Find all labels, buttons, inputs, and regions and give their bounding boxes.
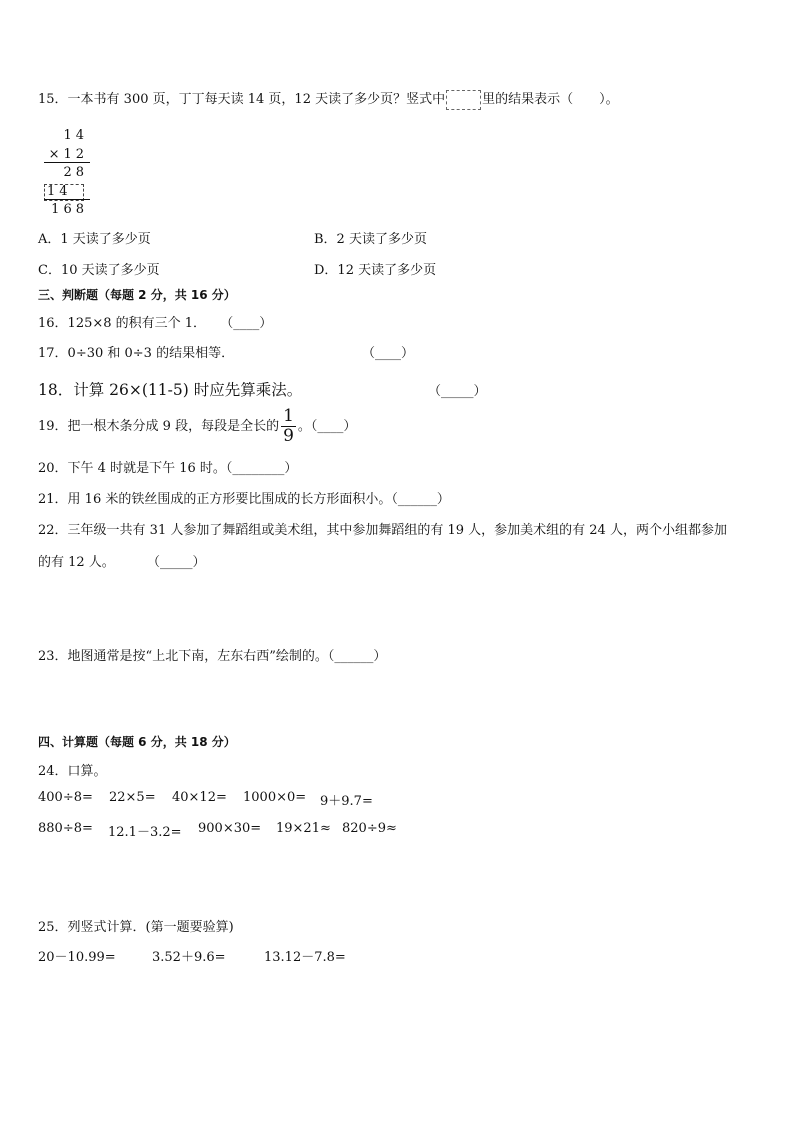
question-20: 20．下午 4 时就是下午 16 时。（________） [38,461,298,476]
q24-row-2-item-2: 12.1－3.2= [108,825,182,840]
q24-row-1-item-5: 9＋9.7= [320,794,373,809]
question-25-title: 25．列竖式计算．(第一题要验算) [38,920,234,935]
section-4-title: 四、计算题（每题 6 分，共 18 分） [38,735,236,749]
question-22-line-2 [38,551,205,570]
q24-row-2-item-4: 19×21≈ [276,821,331,836]
vertical-top: 14 [63,128,88,143]
fraction-denominator: 9 [283,426,294,446]
q24-row-2-item-5: 820÷9≈ [342,821,397,836]
q24-row-2-item-3: 900×30= [198,821,262,836]
vertical-dashed-box [44,184,84,201]
section-3-title: 三、判断题（每题 2 分，共 16 分） [38,288,236,302]
q25-item-1: 20－10.99= [38,950,116,965]
vertical-multiplication [42,127,94,220]
question-24-title: 24．口算。 [38,764,107,779]
question-15 [38,88,619,110]
vertical-multiplier: ×12 [48,146,88,162]
dashed-answer-box [446,90,481,110]
vertical-rule-2 [44,199,90,200]
vertical-rule-1 [44,162,90,163]
q24-row-1-item-1: 400÷8= [38,790,93,805]
q16-blank[interactable]: （____） [220,316,273,331]
option-d[interactable]: D．12 天读了多少页 [314,263,437,278]
fraction-numerator: 1 [283,406,294,426]
q22-line-2-text: 的有 12 人。 [38,555,115,570]
question-18-text: 18．计算 26×(11-5) 时应先算乘法。 [38,381,303,399]
question-23: 23．地图通常是按“上北下南，左东右西”绘制的。（______） [38,649,387,664]
q22-blank[interactable]: （_____） [146,555,206,570]
option-c[interactable]: C．10 天读了多少页 [38,263,160,278]
q25-item-3: 13.12－7.8= [264,950,346,965]
q24-row-1-item-2: 22×5= [109,790,156,805]
vertical-partial-2: 14 [47,183,72,199]
vertical-result: 168 [51,202,88,217]
vertical-partial-1: 28 [63,165,88,180]
question-17-text: 17．0÷30 和 0÷3 的结果相等． [38,346,235,361]
question-21: 21．用 16 米的铁丝围成的正方形要比围成的长方形面积小。（______） [38,492,450,507]
q24-row-2-item-1: 880÷8= [38,821,93,836]
q15-text-before: 15．一本书有 300 页，丁丁每天读 14 页，12 天读了多少页？竖式中 [38,92,446,107]
q19-text-after: 。（____） [297,419,357,434]
q17-blank[interactable]: （____） [362,346,415,361]
question-19 [38,408,356,445]
option-b[interactable]: B．2 天读了多少页 [314,232,427,247]
q25-item-2: 3.52＋9.6= [152,950,226,965]
fraction-one-ninth [281,408,296,445]
q16-text: 16．125×8 的积有三个 1． [38,316,207,331]
q15-text-after: 里的结果表示（ ）。 [482,92,619,107]
q19-text-before: 19．把一根木条分成 9 段，每段是全长的 [38,419,280,434]
option-a[interactable]: A．1 天读了多少页 [38,232,151,247]
question-16 [38,312,272,331]
question-22-line-1: 22．三年级一共有 31 人参加了舞蹈组或美术组，其中参加舞蹈组的有 19 人，参加美术组的有 24 人，两个小组都参加 [38,523,727,538]
q18-blank[interactable]: （_____） [428,384,487,399]
q24-row-1-item-3: 40×12= [172,790,227,805]
q24-row-1-item-4: 1000×0= [243,790,307,805]
